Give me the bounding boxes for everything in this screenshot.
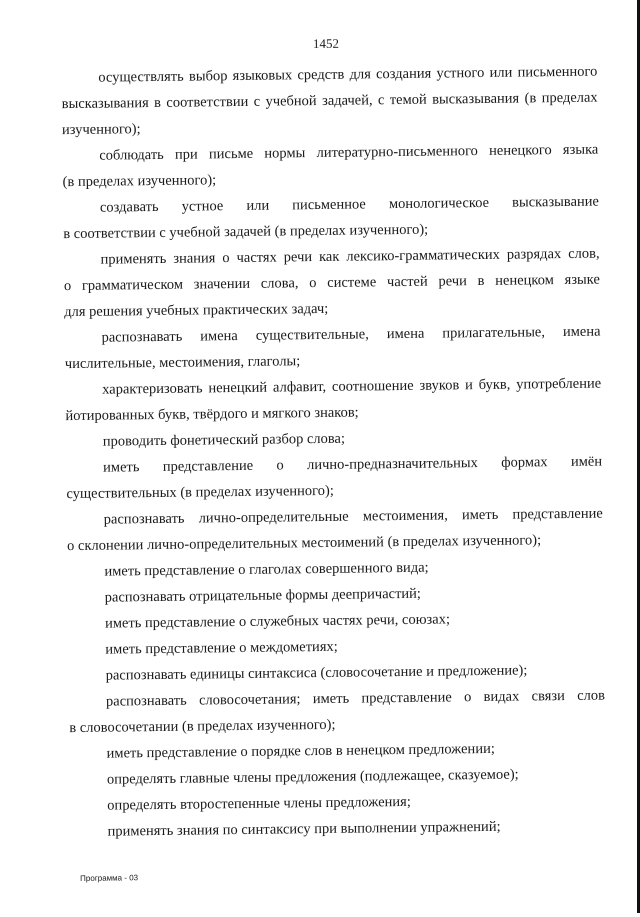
text-line: существительных (в пределах изученного); [66,482,334,503]
text-line: в соответствии с учебной задачей (в пределах изученного); [63,221,429,243]
text-line: распознавать словосочетания; иметь представление о видах связи слов [105,687,606,710]
text-line: создавать устное или письменное монологическое высказывание [99,193,600,216]
text-line: определять второстепенные члены предложения; [107,793,411,814]
text-line: проводить фонетический разбор слова; [102,430,346,450]
text-line: распознавать единицы синтаксиса (словосочетание и предложение); [105,662,528,684]
page-number: 1452 [312,35,340,52]
text-line: иметь представление о междометиях; [105,638,338,658]
text-line: распознавать имена существительные, имена прилагательные, имена [101,323,601,346]
text-line: числительные, местоимения, глаголы; [64,353,301,373]
text-line: распознавать отрицательные формы деепричастий; [104,585,422,606]
text-line: применять знания по синтаксису при выполнении упражнений; [107,818,501,840]
text-line: соблюдать при письме нормы литературно-письменного ненецкого языка [99,141,599,164]
text-line: в словосочетании (в пределах изученного); [69,716,336,737]
text-line: иметь представление о порядке слов в ненецком предложении; [106,740,495,762]
text-line: осуществлять выбор языковых средств для создания устного или письменного [98,63,598,86]
text-line: иметь представление о служебных частях речи, союзах; [104,611,451,632]
text-line: о грамматическом значении слова, о системе частей речи в ненецком языке [63,271,600,295]
text-line: распознавать лично-определительные местоимения, иметь представление [103,505,603,528]
text-line: высказывания в соответствии с учебной задачей, с темой высказывания (в пределах [61,89,598,113]
text-line: о склонении лично-определительных местоимений (в пределах изученного); [66,532,542,555]
text-line: иметь представление о глаголах совершенного вида; [104,559,429,580]
text-line: иметь представление о лично-предназначительных формах имён [103,453,603,476]
footer-label: Программа - 03 [80,873,139,883]
text-line: характеризовать ненецкий алфавит, соотношение звуков и букв, употребление [102,375,602,398]
text-line: (в пределах изученного); [62,172,217,191]
text-line: для решения учебных практических задач; [64,300,329,321]
text-line: применять знания о частях речи как лексико-грамматических разрядах слов, [100,245,600,268]
text-line: определять главные члены предложения (подлежащее, сказуемое); [106,766,519,788]
text-line: йотированных букв, твёрдого и мягкого знаков; [65,404,359,425]
text-line: изученного); [61,121,141,139]
